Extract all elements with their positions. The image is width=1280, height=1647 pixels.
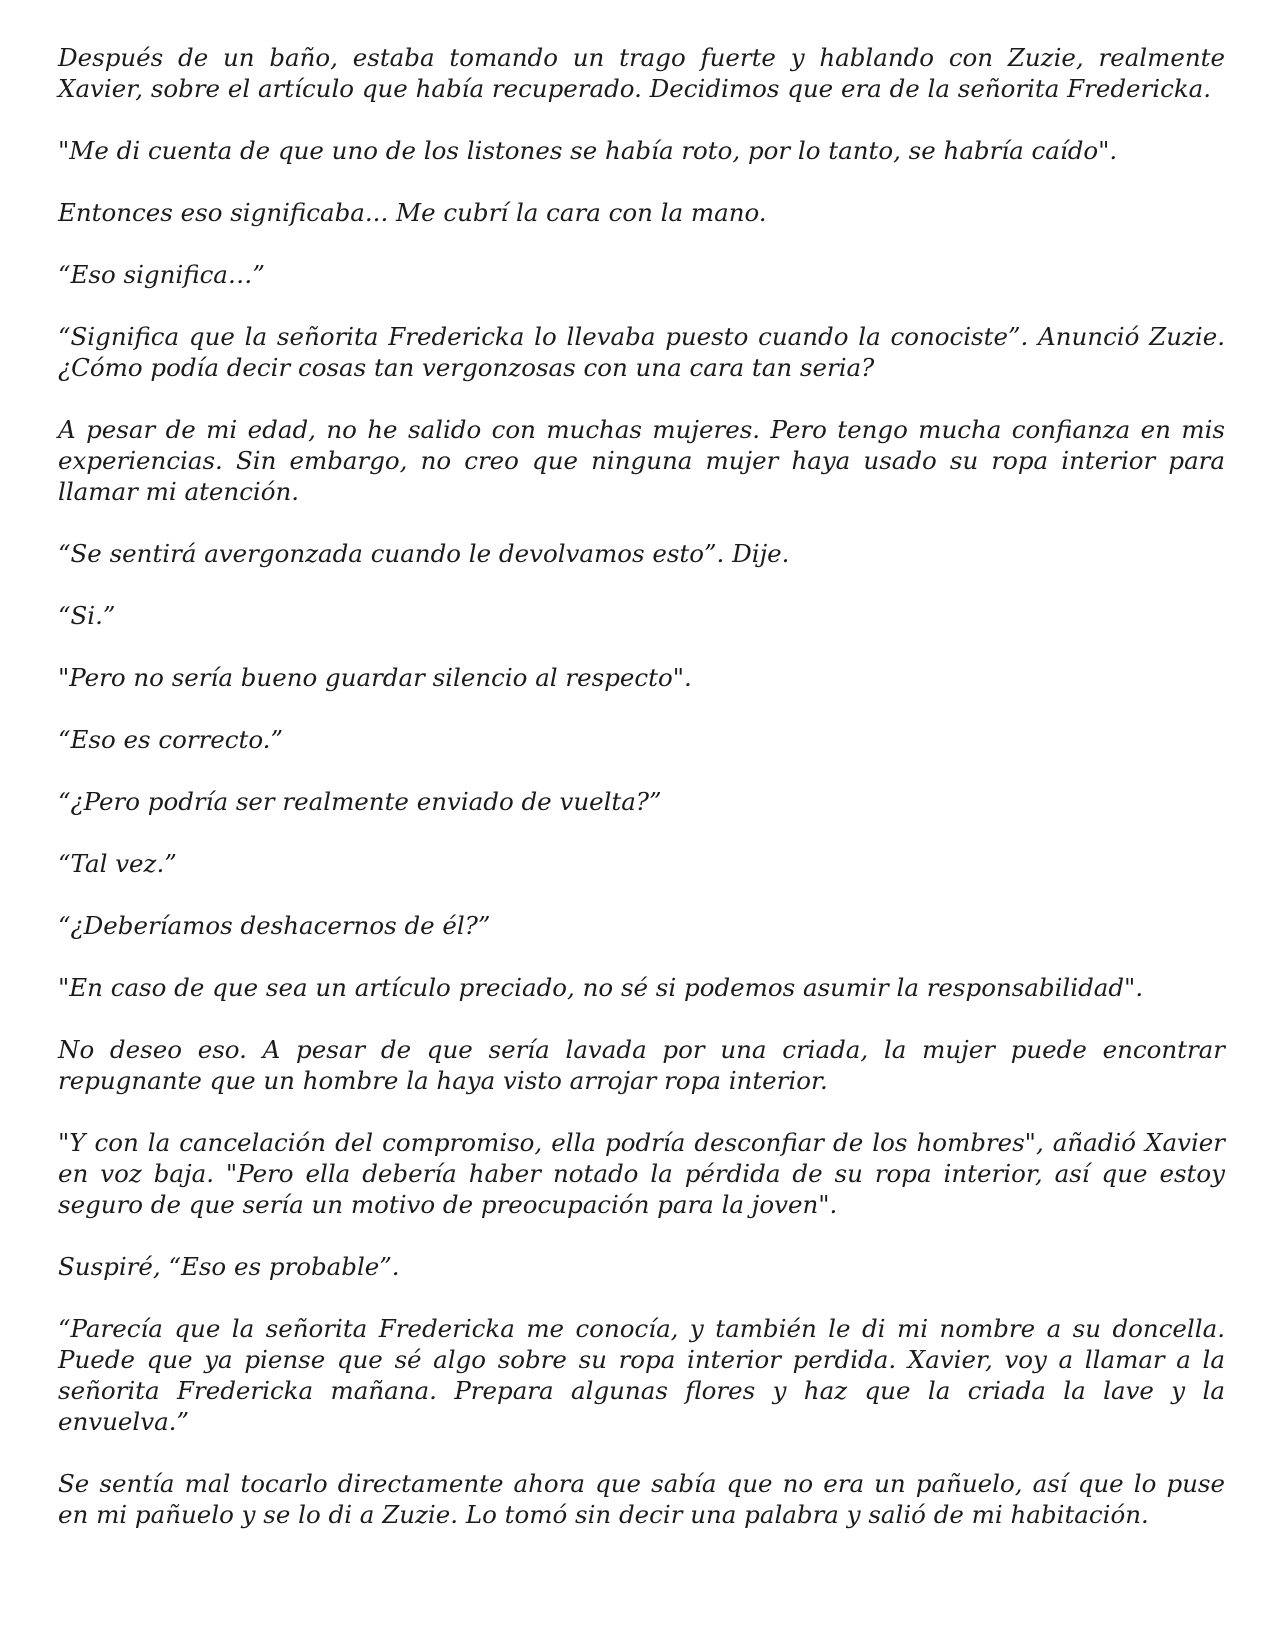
paragraph: "Y con la cancelación del compromiso, ella podría desconfiar de los hombres", añadió Xavier en voz baja. "Pero ella debería haber notado la pérdida de su ropa interior, así que estoy seguro de que sería un motivo de preocupación para la joven".	[58, 1128, 1225, 1219]
paragraph: “Se sentirá avergonzada cuando le devolvamos esto”. Dije.	[58, 539, 790, 568]
paragraph: “¿Pero podría ser realmente enviado de vuelta?”	[58, 787, 662, 816]
paragraph: “Tal vez.”	[58, 849, 177, 878]
paragraph: Se sentía mal tocarlo directamente ahora que sabía que no era un pañuelo, así que lo puse en mi pañuelo y se lo di a Zuzie. Lo tomó sin decir una palabra y salió de mi habitación.	[58, 1469, 1225, 1529]
paragraph: “Eso significa…”	[58, 260, 265, 289]
paragraph: No deseo eso. A pesar de que sería lavada por una criada, la mujer puede encontrar repugnante que un hombre la haya visto arrojar ropa interior.	[58, 1035, 1225, 1095]
paragraph: “Si.”	[58, 601, 116, 630]
paragraph: "Me di cuenta de que uno de los listones se había roto, por lo tanto, se habría caído".	[58, 136, 1118, 165]
paragraph: Después de un baño, estaba tomando un trago fuerte y hablando con Zuzie, realmente Xavier, sobre el artículo que había recuperado. Decidimos que era de la señorita Fredericka.	[58, 43, 1225, 103]
paragraph: "Pero no sería bueno guardar silencio al respecto".	[58, 663, 692, 692]
paragraph: Entonces eso significaba... Me cubrí la cara con la mano.	[58, 198, 767, 227]
paragraph: “Significa que la señorita Fredericka lo llevaba puesto cuando la conociste”. Anunció Zuzie. ¿Cómo podía decir cosas tan vergonzosas con una cara tan seria?	[58, 322, 1225, 382]
paragraph: “Eso es correcto.”	[58, 725, 283, 754]
document-page	[58, 42, 1225, 1561]
paragraph: A pesar de mi edad, no he salido con muchas mujeres. Pero tengo mucha confianza en mis experiencias. Sin embargo, no creo que ninguna mujer haya usado su ropa interior para llamar mi atención.	[58, 415, 1225, 506]
paragraph: “Parecía que la señorita Fredericka me conocía, y también le di mi nombre a su doncella. Puede que ya piense que sé algo sobre su ropa interior perdida. Xavier, voy a llamar a la señorita Fredericka mañana. Prepara algunas flores y haz que la criada la lave y la envuelva.”	[58, 1314, 1225, 1436]
paragraph: “¿Deberíamos deshacernos de él?”	[58, 911, 491, 940]
paragraph: Suspiré, “Eso es probable”.	[58, 1252, 400, 1281]
paragraph: "En caso de que sea un artículo preciado, no sé si podemos asumir la responsabilidad".	[58, 973, 1144, 1002]
